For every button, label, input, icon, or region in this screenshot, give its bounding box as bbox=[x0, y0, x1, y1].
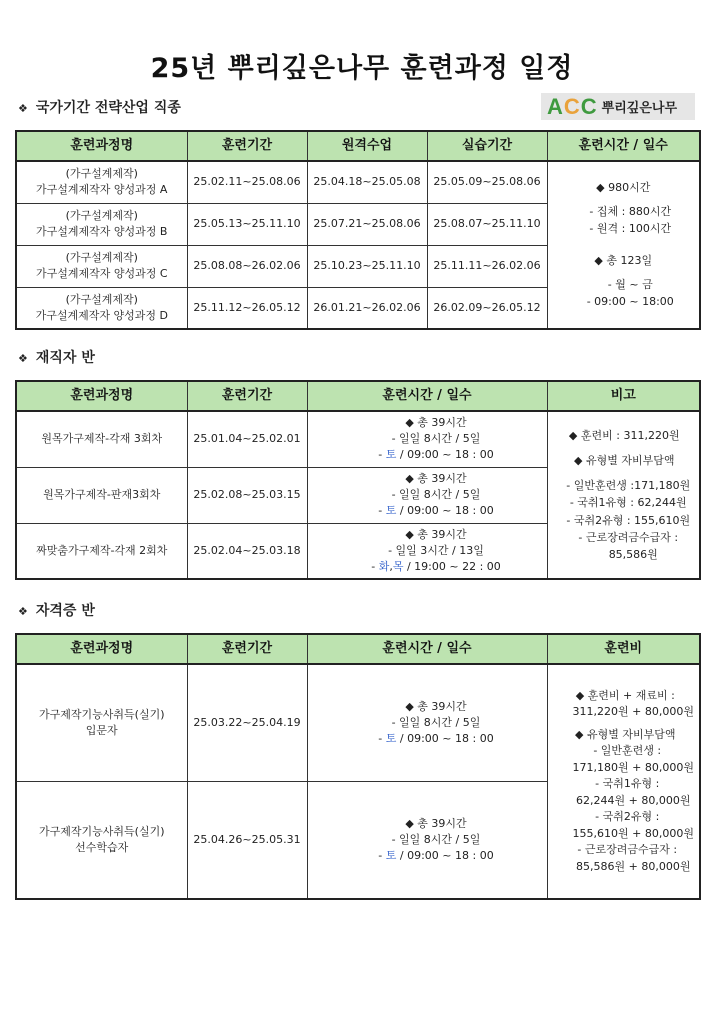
course-name: (가구설계제작) 가구설계제작자 양성과정 C bbox=[16, 245, 187, 287]
employee-course-table bbox=[15, 380, 701, 580]
col-header-period: 훈련기간 bbox=[187, 634, 307, 664]
training-period: 25.08.08~26.02.06 bbox=[187, 245, 307, 287]
fee-detail: ◆ 훈련비 + 재료비 : 311,220원 + 80,000원 ◆ 유형별 자비부담액 - 일반훈련생 : 171,180원 + 80,000원 - 국취1유형 : 62,244원 + 80,000원 - 국취2유형 : 155,610원 + 80,000원 - 근로장려금수급자 : 85,586원 + 80,000원 bbox=[547, 664, 700, 899]
training-period: 25.05.13~25.11.10 bbox=[187, 203, 307, 245]
course-name: 가구제작기능사취득(실기) 입문자 bbox=[16, 664, 187, 781]
section-heading-strategic: ❖ 국가기간 전략산업 직종 bbox=[18, 100, 181, 116]
table-row bbox=[16, 664, 700, 781]
diamond-bullet-icon: ❖ bbox=[18, 605, 28, 618]
practice-period: 26.02.09~26.05.12 bbox=[427, 287, 547, 329]
acc-logo bbox=[541, 93, 695, 120]
course-name: (가구설계제작) 가구설계제작자 양성과정 B bbox=[16, 203, 187, 245]
col-header-remote: 원격수업 bbox=[307, 131, 427, 161]
certificate-course-table bbox=[15, 633, 701, 900]
course-name: (가구설계제작) 가구설계제작자 양성과정 A bbox=[16, 161, 187, 203]
practice-period: 25.05.09~25.08.06 bbox=[427, 161, 547, 203]
table-row bbox=[16, 161, 700, 203]
col-header-period: 훈련기간 bbox=[187, 381, 307, 411]
training-hours: ◆ 총 39시간 - 일일 8시간 / 5일 - 토 / 09:00 ~ 18 : 00 bbox=[307, 781, 547, 899]
col-header-practice: 실습기간 bbox=[427, 131, 547, 161]
training-period: 25.01.04~25.02.01 bbox=[187, 411, 307, 467]
fee-note: ◆ 훈련비 : 311,220원 ◆ 유형별 자비부담액 - 일반훈련생 :171,180원 - 국취1유형 : 62,244원 - 국취2유형 : 155,610원 - 근로장려금수급자 : 85,586원 bbox=[547, 411, 700, 579]
col-header-hours: 훈련시간 / 일수 bbox=[547, 131, 700, 161]
practice-period: 25.11.11~26.02.06 bbox=[427, 245, 547, 287]
training-period: 25.02.04~25.03.18 bbox=[187, 523, 307, 579]
hours-summary: ◆ 980시간 - 집체 : 880시간 - 원격 : 100시간 ◆ 총 123일 - 월 ~ 금 - 09:00 ~ 18:00 bbox=[547, 161, 700, 329]
training-hours: ◆ 총 39시간 - 일일 8시간 / 5일 - 토 / 09:00 ~ 18 : 00 bbox=[307, 467, 547, 523]
course-name: (가구설계제작) 가구설계제작자 양성과정 D bbox=[16, 287, 187, 329]
diamond-bullet-icon: ❖ bbox=[18, 102, 28, 115]
course-name: 짜맞춤가구제작-각재 2회차 bbox=[16, 523, 187, 579]
training-hours: ◆ 총 39시간 - 일일 8시간 / 5일 - 토 / 09:00 ~ 18 : 00 bbox=[307, 411, 547, 467]
course-name: 원목가구제작-판재3회차 bbox=[16, 467, 187, 523]
table-row bbox=[16, 411, 700, 467]
course-name: 가구제작기능사취득(실기) 선수학습자 bbox=[16, 781, 187, 899]
course-name: 원목가구제작-각재 3회차 bbox=[16, 411, 187, 467]
practice-period: 25.08.07~25.11.10 bbox=[427, 203, 547, 245]
training-period: 25.02.11~25.08.06 bbox=[187, 161, 307, 203]
section-heading-employee: ❖ 재직자 반 bbox=[18, 350, 95, 366]
remote-period: 26.01.21~26.02.06 bbox=[307, 287, 427, 329]
training-period: 25.03.22~25.04.19 bbox=[187, 664, 307, 781]
page-title: 25년 뿌리깊은나무 훈련과정 일정 bbox=[150, 53, 574, 84]
col-header-course: 훈련과정명 bbox=[16, 634, 187, 664]
remote-period: 25.10.23~25.11.10 bbox=[307, 245, 427, 287]
col-header-note: 비고 bbox=[547, 381, 700, 411]
remote-period: 25.04.18~25.05.08 bbox=[307, 161, 427, 203]
col-header-course: 훈련과정명 bbox=[16, 381, 187, 411]
section-heading-certificate: ❖ 자격증 반 bbox=[18, 603, 95, 619]
logo-name: 뿌리깊은나무 bbox=[601, 101, 678, 116]
training-period: 25.04.26~25.05.31 bbox=[187, 781, 307, 899]
acc-logo-mark: ACC bbox=[547, 93, 598, 119]
col-header-period: 훈련기간 bbox=[187, 131, 307, 161]
col-header-hours: 훈련시간 / 일수 bbox=[307, 381, 547, 411]
training-hours: ◆ 총 39시간 - 일일 8시간 / 5일 - 토 / 09:00 ~ 18 : 00 bbox=[307, 664, 547, 781]
training-period: 25.02.08~25.03.15 bbox=[187, 467, 307, 523]
col-header-hours: 훈련시간 / 일수 bbox=[307, 634, 547, 664]
training-period: 25.11.12~26.05.12 bbox=[187, 287, 307, 329]
strategic-course-table bbox=[15, 130, 701, 330]
diamond-bullet-icon: ❖ bbox=[18, 352, 28, 365]
remote-period: 25.07.21~25.08.06 bbox=[307, 203, 427, 245]
col-header-course: 훈련과정명 bbox=[16, 131, 187, 161]
col-header-fee: 훈련비 bbox=[547, 634, 700, 664]
training-hours: ◆ 총 39시간 - 일일 3시간 / 13일 - 화,목 / 19:00 ~ 22 : 00 bbox=[307, 523, 547, 579]
